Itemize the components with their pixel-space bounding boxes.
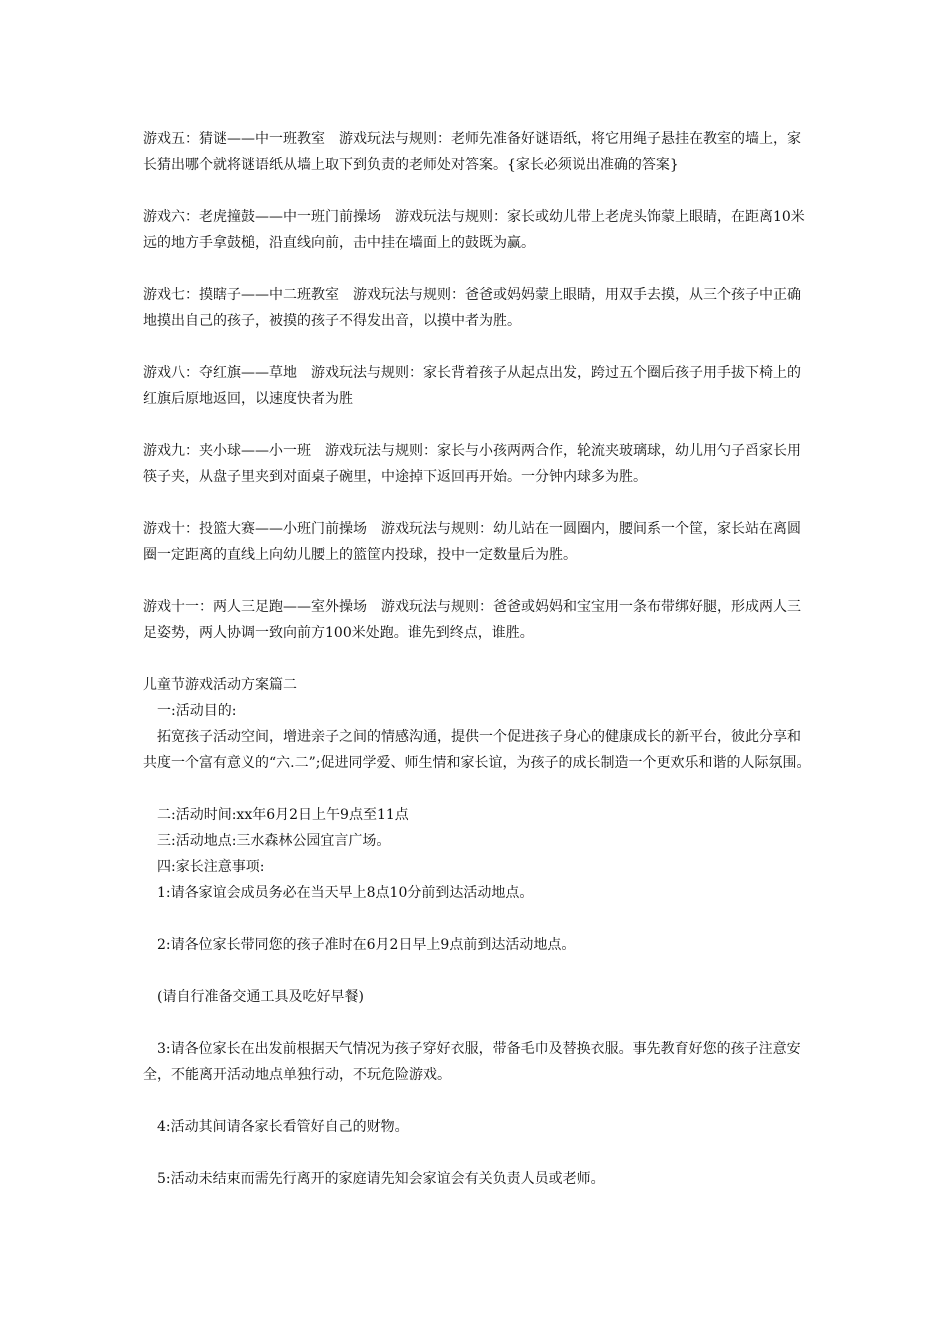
note-1: 1:请各家谊会成员务必在当天早上8点10分前到达活动地点。	[157, 885, 534, 901]
note-2-extra: (请自行准备交通工具及吃好早餐)	[157, 989, 364, 1005]
time-line: 二:活动时间:xx年6月2日上午9点至11点	[157, 807, 409, 823]
game-ten-paragraph: 游戏十：投篮大赛——小班门前操场 游戏玩法与规则：幼儿站在一圆圈内，腰间系一个筐，家长站在离圆圈一定距离的直线上向幼儿腰上的篮筐内投球，投中一定数量后为胜。	[143, 521, 801, 563]
note-5: 5:活动未结束而需先行离开的家庭请先知会家谊会有关负责人员或老师。	[157, 1171, 605, 1187]
spacer	[143, 1010, 811, 1036]
spacer	[143, 1140, 811, 1166]
note-3: 3:请各位家长在出发前根据天气情况为孩子穿好衣服，带备毛巾及替换衣服。事先教育好您的孩子注意安全，不能离开活动地点单独行动，不玩危险游戏。	[143, 1041, 801, 1083]
spacer	[143, 412, 811, 438]
purpose-label: 一:活动目的:	[157, 703, 237, 719]
spacer	[143, 958, 811, 984]
note-4: 4:活动其间请各家长看管好自己的财物。	[157, 1119, 409, 1135]
section-title: 儿童节游戏活动方案篇二	[143, 677, 297, 693]
game-eight-paragraph: 游戏八：夺红旗——草地 游戏玩法与规则：家长背着孩子从起点出发，跨过五个圈后孩子用手拔下椅上的红旗后原地返回，以速度快者为胜	[143, 365, 801, 407]
spacer	[143, 256, 811, 282]
spacer	[143, 1088, 811, 1114]
spacer	[143, 178, 811, 204]
notes-label: 四:家长注意事项:	[157, 859, 265, 875]
game-six-paragraph: 游戏六：老虎撞鼓——中一班门前操场 游戏玩法与规则：家长或幼儿带上老虎头饰蒙上眼睛，在距离10米远的地方手拿鼓槌，沿直线向前，击中挂在墙面上的鼓既为赢。	[143, 209, 805, 251]
spacer	[143, 490, 811, 516]
game-five-paragraph: 游戏五：猜谜——中一班教室 游戏玩法与规则：老师先准备好谜语纸，将它用绳子悬挂在教室的墙上，家长猜出哪个就将谜语纸从墙上取下到负责的老师处对答案。{家长必须说出准确的答案}	[143, 131, 801, 173]
place-line: 三:活动地点:三水森林公园宜言广场。	[157, 833, 391, 849]
spacer	[143, 906, 811, 932]
spacer	[143, 568, 811, 594]
game-nine-paragraph: 游戏九：夹小球——小一班 游戏玩法与规则：家长与小孩两两合作，轮流夹玻璃球，幼儿用勺子舀家长用筷子夹，从盘子里夹到对面桌子碗里，中途掉下返回再开始。一分钟内球多为胜。	[143, 443, 801, 485]
spacer	[143, 334, 811, 360]
purpose-paragraph: 拓宽孩子活动空间，增进亲子之间的情感沟通，提供一个促进孩子身心的健康成长的新平台，彼此分享和共度一个富有意义的“六.二”;促进同学爱、师生情和家长谊，为孩子的成长制造一个更欢乐和谐的人际氛围。	[143, 729, 811, 771]
spacer	[143, 646, 811, 672]
game-eleven-paragraph: 游戏十一：两人三足跑——室外操场 游戏玩法与规则：爸爸或妈妈和宝宝用一条布带绑好腿，形成两人三足姿势，两人协调一致向前方100米处跑。谁先到终点，谁胜。	[143, 599, 801, 641]
document-page	[143, 126, 811, 1192]
spacer	[143, 776, 811, 802]
note-2: 2:请各位家长带同您的孩子准时在6月2日早上9点前到达活动地点。	[157, 937, 576, 953]
game-seven-paragraph: 游戏七：摸瞎子——中二班教室 游戏玩法与规则：爸爸或妈妈蒙上眼睛，用双手去摸，从三个孩子中正确地摸出自己的孩子，被摸的孩子不得发出音，以摸中者为胜。	[143, 287, 801, 329]
